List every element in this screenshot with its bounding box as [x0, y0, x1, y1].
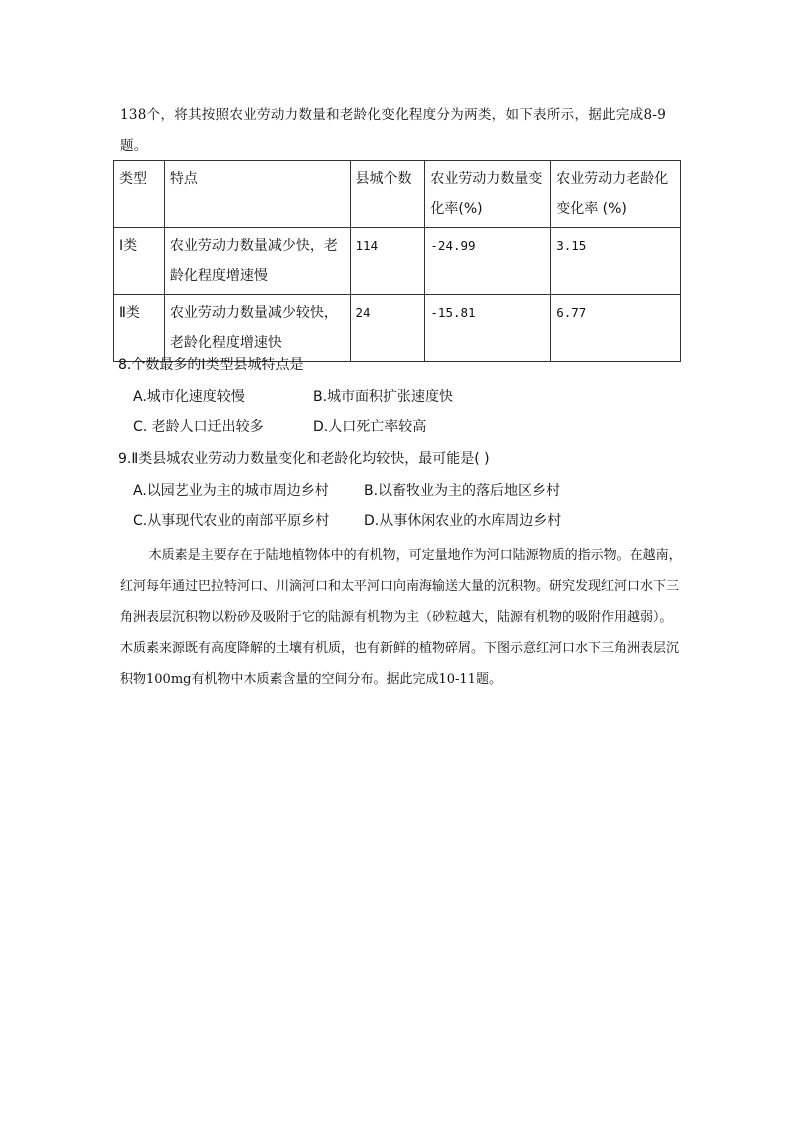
- table-row: [114, 295, 681, 362]
- question-9-stem: 9.Ⅱ类县城农业劳动力数量变化和老龄化均较快，最可能是( ): [118, 451, 490, 467]
- header-feature: 特点: [164, 161, 350, 228]
- intro-line-1: 138个，将其按照农业劳动力数量和老龄化变化程度分为两类，如下表所示，据此完成8-9: [120, 107, 667, 123]
- cell-aging-change: 6.77: [551, 295, 681, 362]
- header-count: 县城个数: [350, 161, 425, 228]
- cell-labor-change: -15.81: [425, 295, 551, 362]
- question-8-stem: 8.个数最多的Ⅰ类型县城特点是: [118, 357, 304, 373]
- header-labor-change: 农业劳动力数量变化率(%): [425, 161, 551, 228]
- q9-option-a: A.以园艺业为主的城市周边乡村: [133, 483, 329, 499]
- q8-option-d: D.人口死亡率较高: [313, 419, 427, 435]
- cell-type: Ⅱ类: [114, 295, 165, 362]
- cell-count: 114: [350, 228, 425, 295]
- reading-passage: 木质素是主要存在于陆地植物体中的有机物，可定量地作为河口陆源物质的指示物。在越南，红河每年通过巴拉特河口、川滴河口和太平河口向南海输送大量的沉积物。研究发现红河口水下三角洲表层沉积物以粉砂及吸附于它的陆源有机物为主（砂粒越大，陆源有机物的吸附作用越弱）。木质素来源既有高度降解的土壤有机质，也有新鲜的植物碎屑。下图示意红河口水下三角洲表层沉积物100mg有机物中木质素含量的空间分布。据此完成10-11题。: [120, 548, 682, 687]
- cell-type: Ⅰ类: [114, 228, 165, 295]
- cell-feature: 农业劳动力数量减少较快，老龄化程度增速快: [164, 295, 350, 362]
- intro-text: [120, 100, 680, 162]
- table-header-row: [114, 161, 681, 228]
- table-row: [114, 228, 681, 295]
- q8-option-b: B.城市面积扩张速度快: [313, 389, 454, 405]
- q9-option-d: D.从事休闲农业的水库周边乡村: [364, 513, 562, 529]
- q8-option-c: C. 老龄人口迁出较多: [133, 419, 264, 435]
- intro-line-2: 题。: [120, 138, 148, 154]
- cell-aging-change: 3.15: [551, 228, 681, 295]
- q9-option-c: C.从事现代农业的南部平原乡村: [133, 513, 330, 529]
- q8-option-a: A.城市化速度较慢: [133, 389, 245, 405]
- cell-feature: 农业劳动力数量减少快，老龄化程度增速慢: [164, 228, 350, 295]
- cell-labor-change: -24.99: [425, 228, 551, 295]
- header-aging-change: 农业劳动力老龄化变化率 (%): [551, 161, 681, 228]
- header-type: 类型: [114, 161, 165, 228]
- q9-option-b: B.以畜牧业为主的落后地区乡村: [364, 483, 561, 499]
- county-type-table: [113, 160, 681, 362]
- cell-count: 24: [350, 295, 425, 362]
